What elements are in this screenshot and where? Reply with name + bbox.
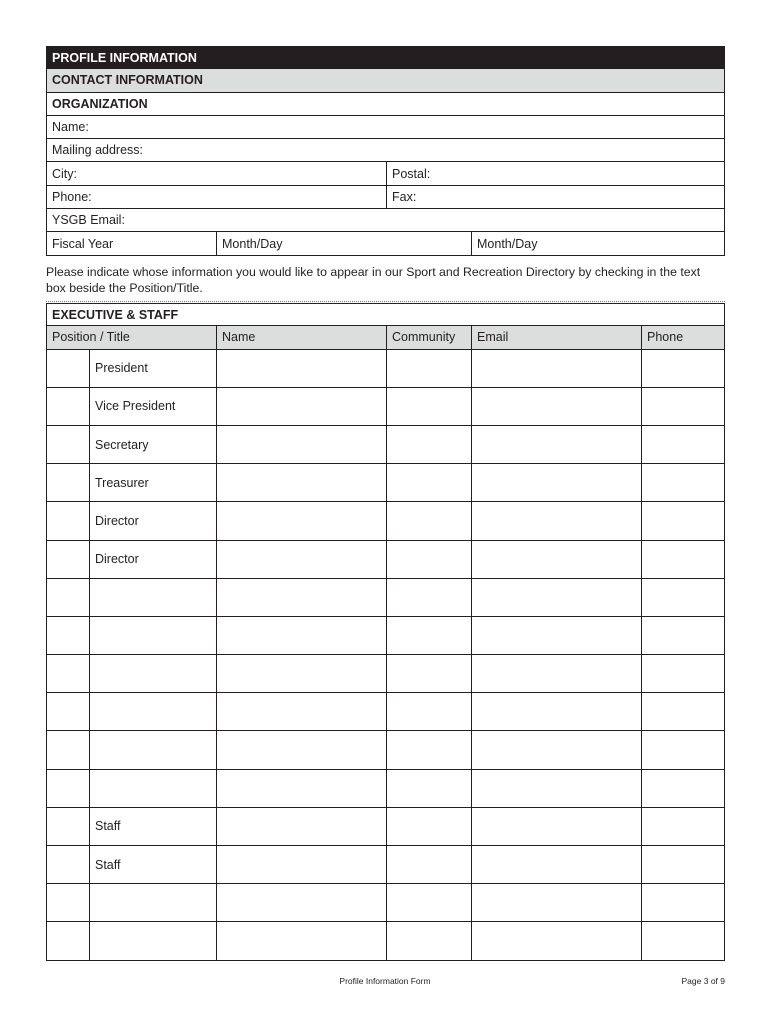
footer-form-name: Profile Information Form [339, 976, 431, 986]
position-cell [89, 655, 216, 692]
email-cell[interactable] [471, 617, 641, 654]
column-header-row [46, 326, 725, 349]
directory-instruction [46, 264, 730, 296]
position-cell [89, 770, 216, 807]
phone-cell[interactable] [641, 655, 724, 692]
email-cell[interactable] [471, 731, 641, 768]
email-cell[interactable] [471, 693, 641, 730]
table-row [46, 731, 725, 769]
executive-staff-rows [46, 350, 725, 961]
postal-label: Postal: [392, 166, 431, 181]
phone-cell[interactable] [641, 846, 724, 883]
community-cell[interactable] [386, 350, 471, 387]
name-cell[interactable] [216, 579, 386, 616]
position-cell [89, 731, 216, 768]
table-row [46, 502, 725, 540]
phone-field[interactable] [47, 186, 386, 208]
fiscal-year-label: Fiscal Year [52, 236, 114, 251]
col-phone-label: Phone [647, 330, 684, 345]
contact-information-header [46, 69, 725, 92]
col-name [216, 326, 386, 348]
email-cell[interactable] [471, 808, 641, 845]
phone-label: Phone: [52, 189, 92, 204]
position-cell [89, 350, 216, 387]
position-cell [89, 617, 216, 654]
dotted-divider [46, 301, 725, 302]
name-label: Name: [52, 120, 89, 135]
name-cell[interactable] [216, 426, 386, 463]
phone-cell[interactable] [641, 464, 724, 501]
position-cell [89, 808, 216, 845]
directory-checkbox[interactable] [47, 617, 89, 654]
directory-checkbox[interactable] [47, 884, 89, 921]
phone-cell[interactable] [641, 884, 724, 921]
phone-cell[interactable] [641, 350, 724, 387]
email-cell[interactable] [471, 426, 641, 463]
fiscal-year-row [46, 232, 725, 255]
month-day-label-end: Month/Day [477, 236, 538, 251]
table-row [46, 922, 725, 960]
community-cell[interactable] [386, 770, 471, 807]
directory-checkbox[interactable] [47, 846, 89, 883]
community-cell[interactable] [386, 464, 471, 501]
email-cell[interactable] [471, 770, 641, 807]
email-cell[interactable] [471, 541, 641, 578]
position-label: Secretary [95, 437, 149, 452]
position-label: Treasurer [95, 475, 149, 490]
fiscal-year-end-field[interactable] [471, 232, 724, 254]
name-cell[interactable] [216, 770, 386, 807]
footer-page-number: Page 3 of 9 [681, 976, 725, 986]
directory-checkbox[interactable] [47, 426, 89, 463]
position-label: Director [95, 513, 139, 528]
position-cell [89, 884, 216, 921]
phone-fax-row [46, 186, 725, 209]
position-cell [89, 846, 216, 883]
email-cell[interactable] [471, 846, 641, 883]
phone-cell[interactable] [641, 617, 724, 654]
community-cell[interactable] [386, 541, 471, 578]
name-cell[interactable] [216, 693, 386, 730]
fax-label: Fax: [392, 189, 417, 204]
name-field[interactable] [46, 116, 725, 139]
mailing-address-label: Mailing address: [52, 143, 144, 158]
phone-cell[interactable] [641, 693, 724, 730]
name-cell[interactable] [216, 464, 386, 501]
phone-cell[interactable] [641, 388, 724, 425]
position-label: Staff [95, 819, 121, 834]
community-cell[interactable] [386, 502, 471, 539]
directory-checkbox[interactable] [47, 808, 89, 845]
organization-title: ORGANIZATION [52, 96, 148, 111]
col-email [471, 326, 641, 348]
name-cell[interactable] [216, 884, 386, 921]
community-cell[interactable] [386, 693, 471, 730]
instruction-line-2: box beside the Position/Title. [46, 281, 203, 295]
directory-checkbox[interactable] [47, 770, 89, 807]
name-cell[interactable] [216, 350, 386, 387]
phone-cell[interactable] [641, 922, 724, 959]
name-cell[interactable] [216, 922, 386, 959]
community-cell[interactable] [386, 922, 471, 959]
city-postal-row [46, 162, 725, 185]
email-cell[interactable] [471, 388, 641, 425]
name-cell[interactable] [216, 655, 386, 692]
col-name-label: Name [222, 330, 256, 345]
directory-checkbox[interactable] [47, 502, 89, 539]
col-phone [641, 326, 724, 348]
ysgb-email-field[interactable] [46, 209, 725, 232]
phone-cell[interactable] [641, 502, 724, 539]
city-field[interactable] [47, 162, 386, 184]
directory-checkbox[interactable] [47, 655, 89, 692]
table-row [46, 693, 725, 731]
email-cell[interactable] [471, 502, 641, 539]
community-cell[interactable] [386, 808, 471, 845]
executive-staff-header [46, 303, 725, 326]
directory-checkbox[interactable] [47, 693, 89, 730]
table-row [46, 426, 725, 464]
month-day-label-start: Month/Day [222, 236, 283, 251]
community-cell[interactable] [386, 655, 471, 692]
position-cell [89, 922, 216, 959]
phone-cell[interactable] [641, 770, 724, 807]
table-row [46, 770, 725, 808]
position-label: Director [95, 552, 139, 567]
position-cell [89, 464, 216, 501]
city-label: City: [52, 166, 77, 181]
community-cell[interactable] [386, 884, 471, 921]
community-cell[interactable] [386, 617, 471, 654]
directory-checkbox[interactable] [47, 350, 89, 387]
position-cell [89, 541, 216, 578]
phone-cell[interactable] [641, 426, 724, 463]
position-label: Staff [95, 857, 121, 872]
community-cell[interactable] [386, 426, 471, 463]
phone-cell[interactable] [641, 808, 724, 845]
position-cell [89, 426, 216, 463]
email-cell[interactable] [471, 464, 641, 501]
email-cell[interactable] [471, 579, 641, 616]
directory-checkbox[interactable] [47, 541, 89, 578]
position-cell [89, 502, 216, 539]
name-cell[interactable] [216, 808, 386, 845]
col-position-title-label: Position / Title [52, 330, 130, 345]
position-label: Vice President [95, 399, 176, 414]
table-row [46, 846, 725, 884]
name-cell[interactable] [216, 541, 386, 578]
phone-cell[interactable] [641, 579, 724, 616]
postal-field[interactable] [386, 162, 724, 184]
fax-field[interactable] [386, 186, 724, 208]
name-cell[interactable] [216, 502, 386, 539]
email-cell[interactable] [471, 350, 641, 387]
community-cell[interactable] [386, 579, 471, 616]
community-cell[interactable] [386, 731, 471, 768]
profile-information-header [46, 46, 725, 69]
table-row [46, 884, 725, 922]
executive-staff-section [46, 303, 725, 961]
mailing-address-field[interactable] [46, 139, 725, 162]
name-cell[interactable] [216, 846, 386, 883]
email-cell[interactable] [471, 922, 641, 959]
email-cell[interactable] [471, 884, 641, 921]
ysgb-email-label: YSGB Email: [52, 213, 125, 228]
profile-information-title: PROFILE INFORMATION [52, 50, 197, 65]
phone-cell[interactable] [641, 731, 724, 768]
organization-header [46, 93, 725, 116]
col-email-label: Email [477, 330, 509, 345]
community-cell[interactable] [386, 388, 471, 425]
community-cell[interactable] [386, 846, 471, 883]
table-row [46, 541, 725, 579]
instruction-line-1: Please indicate whose information you would like to appear in our Sport and Recreation Directory by checking in the text [46, 265, 701, 279]
name-cell[interactable] [216, 388, 386, 425]
table-row [46, 350, 725, 388]
col-position-title [47, 326, 216, 348]
directory-checkbox[interactable] [47, 464, 89, 501]
table-row [46, 464, 725, 502]
executive-staff-title: EXECUTIVE & STAFF [52, 307, 179, 322]
contact-information-title: CONTACT INFORMATION [52, 73, 203, 88]
directory-checkbox[interactable] [47, 731, 89, 768]
position-cell [89, 693, 216, 730]
fiscal-year-label-cell [47, 232, 216, 254]
name-cell[interactable] [216, 617, 386, 654]
phone-cell[interactable] [641, 541, 724, 578]
table-row [46, 808, 725, 846]
table-row [46, 655, 725, 693]
directory-checkbox[interactable] [47, 388, 89, 425]
contact-section [46, 46, 725, 256]
fiscal-year-start-field[interactable] [216, 232, 471, 254]
table-row [46, 579, 725, 617]
name-cell[interactable] [216, 731, 386, 768]
directory-checkbox[interactable] [47, 579, 89, 616]
position-cell [89, 388, 216, 425]
col-community-label: Community [392, 330, 456, 345]
table-row [46, 617, 725, 655]
position-label: President [95, 361, 148, 376]
directory-checkbox[interactable] [47, 922, 89, 959]
email-cell[interactable] [471, 655, 641, 692]
position-cell [89, 579, 216, 616]
table-row [46, 388, 725, 426]
col-community [386, 326, 471, 348]
